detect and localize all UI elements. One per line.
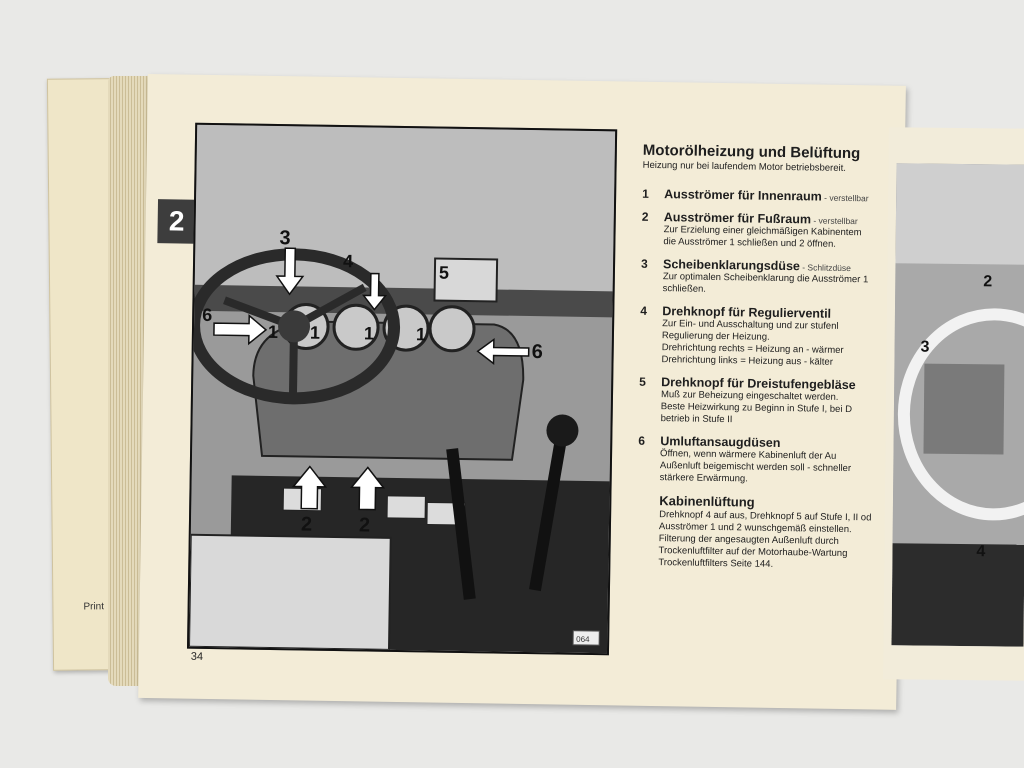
next-page [883, 127, 1024, 681]
page-subtitle: Heizung nur bei laufendem Motor betriebsbereit. [642, 159, 847, 174]
section-text: Filterung der angesaugten Außenluft durch [658, 533, 839, 547]
photo-label-1d: 1 [415, 324, 427, 345]
list-item [639, 304, 902, 370]
item-text: die Ausströmer 1 schließen und 2 öffnen. [663, 236, 837, 250]
item-text: Beste Heizwirkung zu Beginn in Stufe I, bei D [660, 401, 853, 416]
photo-label-4: 4 [342, 251, 354, 272]
page-title: Motorölheizung und Belüftung [642, 141, 861, 163]
item-text: Drehrichtung links = Heizung aus - kälter [661, 354, 833, 368]
photo-label-3: 3 [279, 227, 291, 250]
item-text: Zur optimalen Scheibenklarung die Ausströmer 1 [662, 271, 869, 286]
next-page-illustration [891, 163, 1024, 646]
item-heading: Drehknopf für Regulierventil [662, 304, 832, 321]
item-text: Außenluft beigemischt werden soll - schneller [659, 460, 852, 475]
cab-photo [187, 123, 617, 656]
list-item [641, 257, 904, 299]
photo-label-2-left: 2 [300, 513, 313, 536]
photo-label-5: 5 [438, 262, 450, 283]
item-text: Muß zur Beheizung eingeschaltet werden. [660, 389, 839, 403]
list-item [639, 375, 902, 429]
item-text: Öffnen, wenn wärmere Kabinenluft der Au [660, 448, 837, 462]
item-number: 1 [642, 186, 649, 201]
item-number: 4 [640, 303, 648, 318]
text-column [634, 142, 905, 706]
item-number: 2 [641, 209, 649, 224]
next-label-2: 2 [983, 273, 993, 291]
item-text: Zur Erzielung einer gleichmäßigen Kabinentem [663, 224, 862, 239]
next-label-4: 4 [976, 543, 986, 561]
section-text: Drehknopf 4 auf aus, Drehknopf 5 auf Stufe I, II od [659, 509, 872, 524]
photo-label-6-right: 6 [531, 341, 543, 364]
list-item [642, 187, 904, 205]
item-heading: Scheibenklarungsdüse [662, 257, 801, 274]
photo-label-2-right: 2 [358, 514, 371, 537]
photo-label-1a: 1 [267, 321, 279, 343]
item-text: betrieb in Stufe II [660, 413, 733, 426]
item-text: stärkere Erwärmung. [659, 472, 748, 485]
section-text: Ausströmer 1 und 2 wunschgemäß einstellen. [658, 521, 852, 536]
item-number: 5 [639, 374, 647, 389]
page-number: 34 [190, 650, 204, 663]
manual-page [138, 74, 906, 710]
item-text: schließen. [662, 283, 707, 295]
next-page-photo [891, 163, 1024, 646]
chapter-tab[interactable]: 2 [157, 199, 196, 244]
item-number: 6 [638, 433, 646, 448]
next-label-3: 3 [920, 338, 930, 356]
item-note: - verstellbar [821, 192, 869, 204]
list-item [638, 434, 901, 488]
list-item [641, 210, 904, 252]
section-text: Trockenluftfilter auf der Motorhaube-Wartung [658, 545, 848, 560]
item-text: Regulierung der Heizung. [661, 330, 770, 343]
item-note: - Schlitzdüse [799, 262, 852, 274]
cab-illustration [189, 125, 615, 654]
section-text: Trockenluftfilters Seite 144. [658, 557, 774, 570]
item-text: Drehrichtung rechts = Heizung an - wärmer [661, 342, 844, 356]
item-heading: Drehknopf für Dreistufengebläse [661, 375, 856, 393]
item-note: - verstellbar [810, 215, 858, 227]
item-text: Zur Ein- und Ausschaltung und zur stufenl [662, 318, 839, 332]
item-number: 3 [640, 256, 648, 271]
photo-label-1c: 1 [363, 323, 375, 344]
printed-text: Print [83, 601, 105, 613]
item-heading: Umluftansaugdüsen [660, 434, 781, 450]
item-heading: Ausströmer für Innenraum [664, 187, 822, 204]
photo-code: 064 [576, 634, 590, 645]
photo-label-6-left: 6 [202, 304, 213, 326]
section-title: Kabinenlüftung [659, 493, 755, 510]
photo-label-1b: 1 [309, 322, 321, 343]
item-heading: Ausströmer für Fußraum [663, 210, 812, 227]
